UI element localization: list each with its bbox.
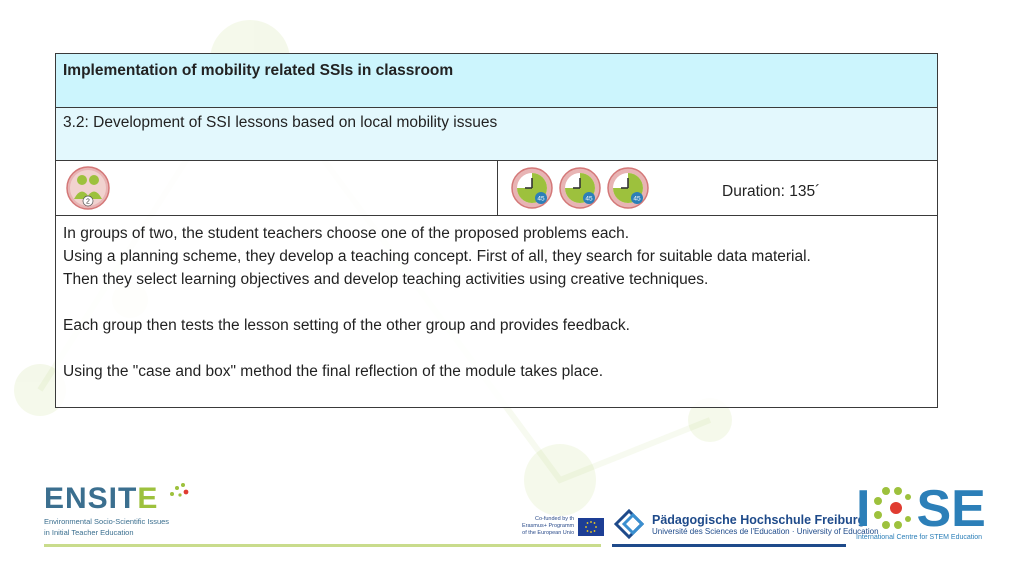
description-line: Using the "case and box" method the final reflection of the module takes place. [63,363,604,380]
ph-freiburg-logo [614,509,879,539]
description-text [63,222,930,383]
clock-label: 45 [585,195,593,203]
ensite-tagline-2: in Initial Teacher Education [44,528,134,537]
lesson-title: Implementation of mobility related SSIs in classroom [63,62,454,79]
icse-logo [856,480,986,541]
clock-45-icon [559,167,601,209]
footer-line-green [44,544,601,547]
eu-cofunded-logo [522,516,604,537]
description-line: Then they select learning objectives and develop teaching activities using creative techniques. [63,271,709,288]
footer-line-blue [612,544,846,547]
description-line: In groups of two, the student teachers choose one of the proposed problems each. [63,225,630,242]
description-line: Each group then tests the lesson setting of the other group and provides feedback. [63,317,630,334]
eu-text-line: Erasmus+ Programm [522,523,575,529]
icse-tagline: International Centre for STEM Education [856,534,983,541]
description-line: Using a planning scheme, they develop a teaching concept. First of all, they search for suitable data material. [63,248,811,265]
eu-flag-icon [578,518,604,536]
eu-text-line: of the European Unio [522,530,575,536]
description-cell [56,216,938,408]
ph-freiburg-sub: Université des Sciences de l'Education · University of Education [652,526,879,536]
ensite-logo [44,482,190,538]
eu-text-line: Co-funded by th [534,516,575,522]
group-size: 2 [86,198,90,206]
clock-45-icon [607,167,649,209]
lesson-table [55,53,938,408]
time-cell [498,161,938,216]
ensite-name-part1: ENSIT [44,482,138,515]
ensite-dots-icon [168,482,190,500]
clock-label: 45 [633,195,641,203]
subtitle-cell [56,108,938,161]
clock-row [505,161,930,209]
lesson-subtitle: 3.2: Development of SSI lessons based on local mobility issues [63,114,498,131]
ph-freiburg-name: Pädagogische Hochschule Freiburg [652,512,866,527]
icse-prefix: I [856,480,871,538]
duration-label: Duration: 135´ [722,183,821,200]
title-cell [56,54,938,108]
ensite-tagline-1: Environmental Socio-Scientific Issues [44,517,170,526]
ph-freiburg-mark-icon [614,509,648,539]
icse-letters: SE [916,480,986,538]
group-of-two-icon [66,166,110,210]
clock-45-icon [511,167,553,209]
ensite-name-part2: E [137,482,159,515]
clock-label: 45 [537,195,545,203]
icse-dots-icon [872,485,916,533]
group-cell [56,161,498,216]
